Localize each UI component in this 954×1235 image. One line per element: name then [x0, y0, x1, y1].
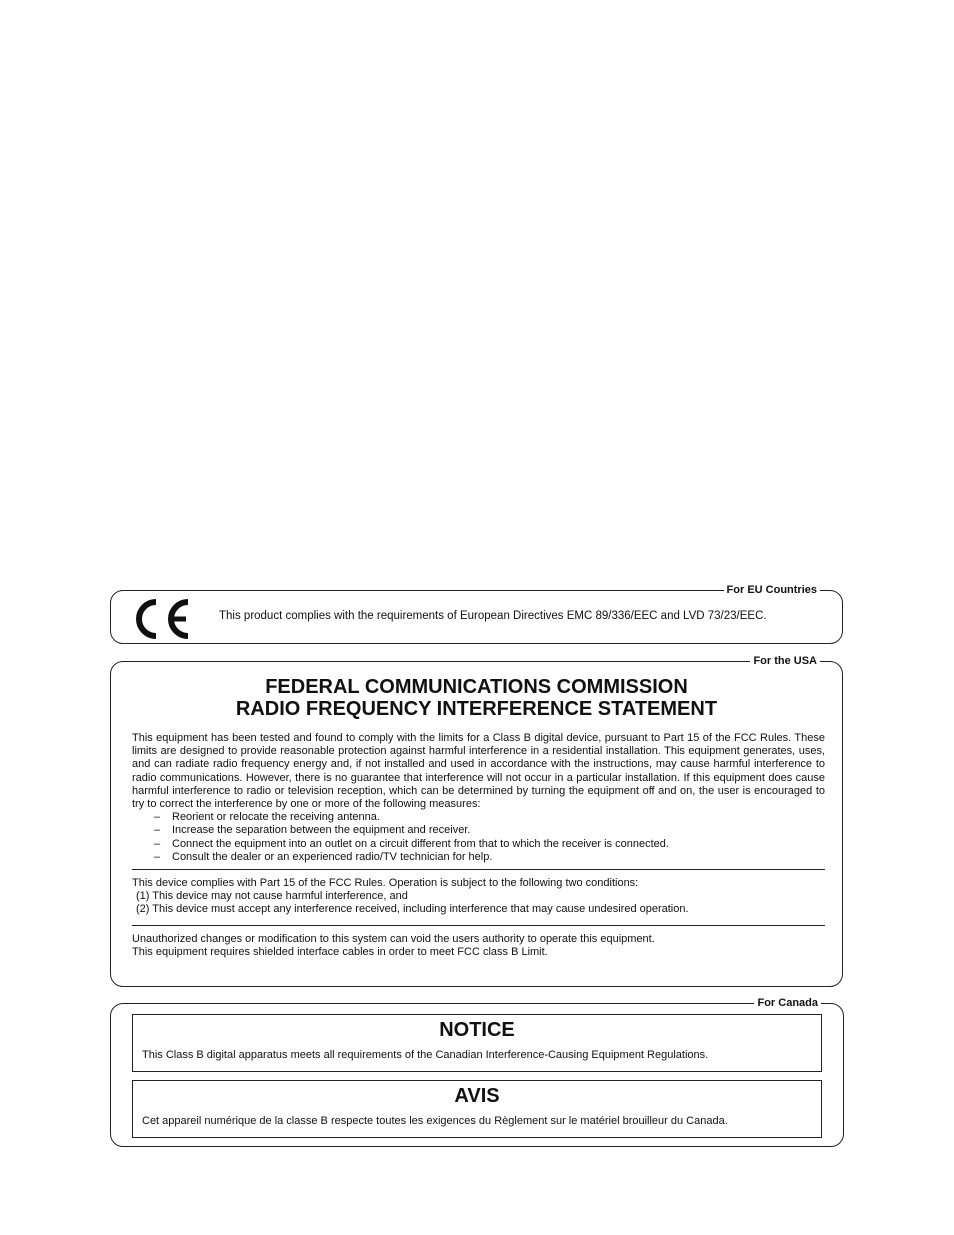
divider — [132, 869, 825, 870]
usa-fcc-box — [110, 655, 843, 987]
dash-bullet: – — [154, 811, 161, 824]
notice-title: NOTICE — [439, 1019, 515, 1041]
list-item — [132, 851, 825, 864]
usa-box-label: For the USA — [750, 654, 820, 668]
notice-text: This Class B digital apparatus meets all requirements of the Canadian Interference-Causing Equipment Regulations. — [142, 1049, 709, 1061]
fcc-title-line-2: RADIO FREQUENCY INTERFERENCE STATEMENT — [235, 698, 718, 720]
eu-compliance-box — [110, 584, 843, 644]
measure-text: Connect the equipment into an outlet on a circuit different from that to which the receiver is connected. — [172, 837, 669, 850]
list-item — [132, 811, 825, 824]
eu-box-label: For EU Countries — [724, 583, 820, 597]
avis-text: Cet appareil numérique de la classe B respecte toutes les exigences du Règlement sur le matériel brouilleur du Canada. — [142, 1115, 728, 1127]
fcc-compliance-intro: This device complies with Part 15 of the FCC Rules. Operation is subject to the following two conditions: — [132, 877, 639, 890]
dash-bullet: – — [154, 824, 161, 837]
ce-mark-icon — [131, 597, 191, 641]
measure-text: Increase the separation between the equipment and receiver. — [172, 824, 471, 837]
fcc-condition-1: (1) This device may not cause harmful interference, and — [136, 890, 408, 903]
fcc-warning-2: This equipment requires shielded interface cables in order to meet FCC class B Limit. — [132, 945, 548, 958]
fcc-title — [111, 676, 842, 720]
eu-compliance-text: This product complies with the requirements of European Directives EMC 89/336/EEC and LVD 73/23/EEC. — [219, 610, 767, 622]
list-item — [132, 838, 825, 851]
avis-box — [132, 1080, 822, 1138]
fcc-body — [132, 732, 825, 959]
fcc-paragraph: This equipment has been tested and found to comply with the limits for a Class B digital device, pursuant to Part 15 of the FCC Rules. These limits are designed to provide reasonable protection against harmful interference in a residential installation. This equipment generates, uses, and can radiate radio frequency energy and, if not installed and used in accordance with the instructions, may cause harmful interference to radio communications. However, there is no guarantee that interference will not occur in a particular installation. If this equipment does cause harmful interference to radio or television reception, which can be determined by turning the equipment off and on, the user is encouraged to try to correct the interference by one or more of the following measures: — [132, 732, 825, 811]
dash-bullet: – — [154, 850, 161, 863]
avis-title: AVIS — [454, 1085, 500, 1107]
notice-box — [132, 1014, 822, 1072]
list-item — [132, 824, 825, 837]
fcc-measures-list — [132, 811, 825, 864]
canada-compliance-box — [110, 997, 844, 1147]
measure-text: Consult the dealer or an experienced radio/TV technician for help. — [172, 850, 493, 863]
fcc-warning-1: Unauthorized changes or modification to this system can void the users authority to operate this equipment. — [132, 932, 655, 945]
divider — [132, 925, 825, 926]
fcc-title-line-1: FEDERAL COMMUNICATIONS COMMISSION — [265, 676, 688, 698]
canada-box-label: For Canada — [754, 996, 821, 1010]
dash-bullet: – — [154, 837, 161, 850]
measure-text: Reorient or relocate the receiving antenna. — [172, 811, 380, 824]
fcc-condition-2: (2) This device must accept any interference received, including interference that may cause undesired operation. — [136, 903, 689, 916]
